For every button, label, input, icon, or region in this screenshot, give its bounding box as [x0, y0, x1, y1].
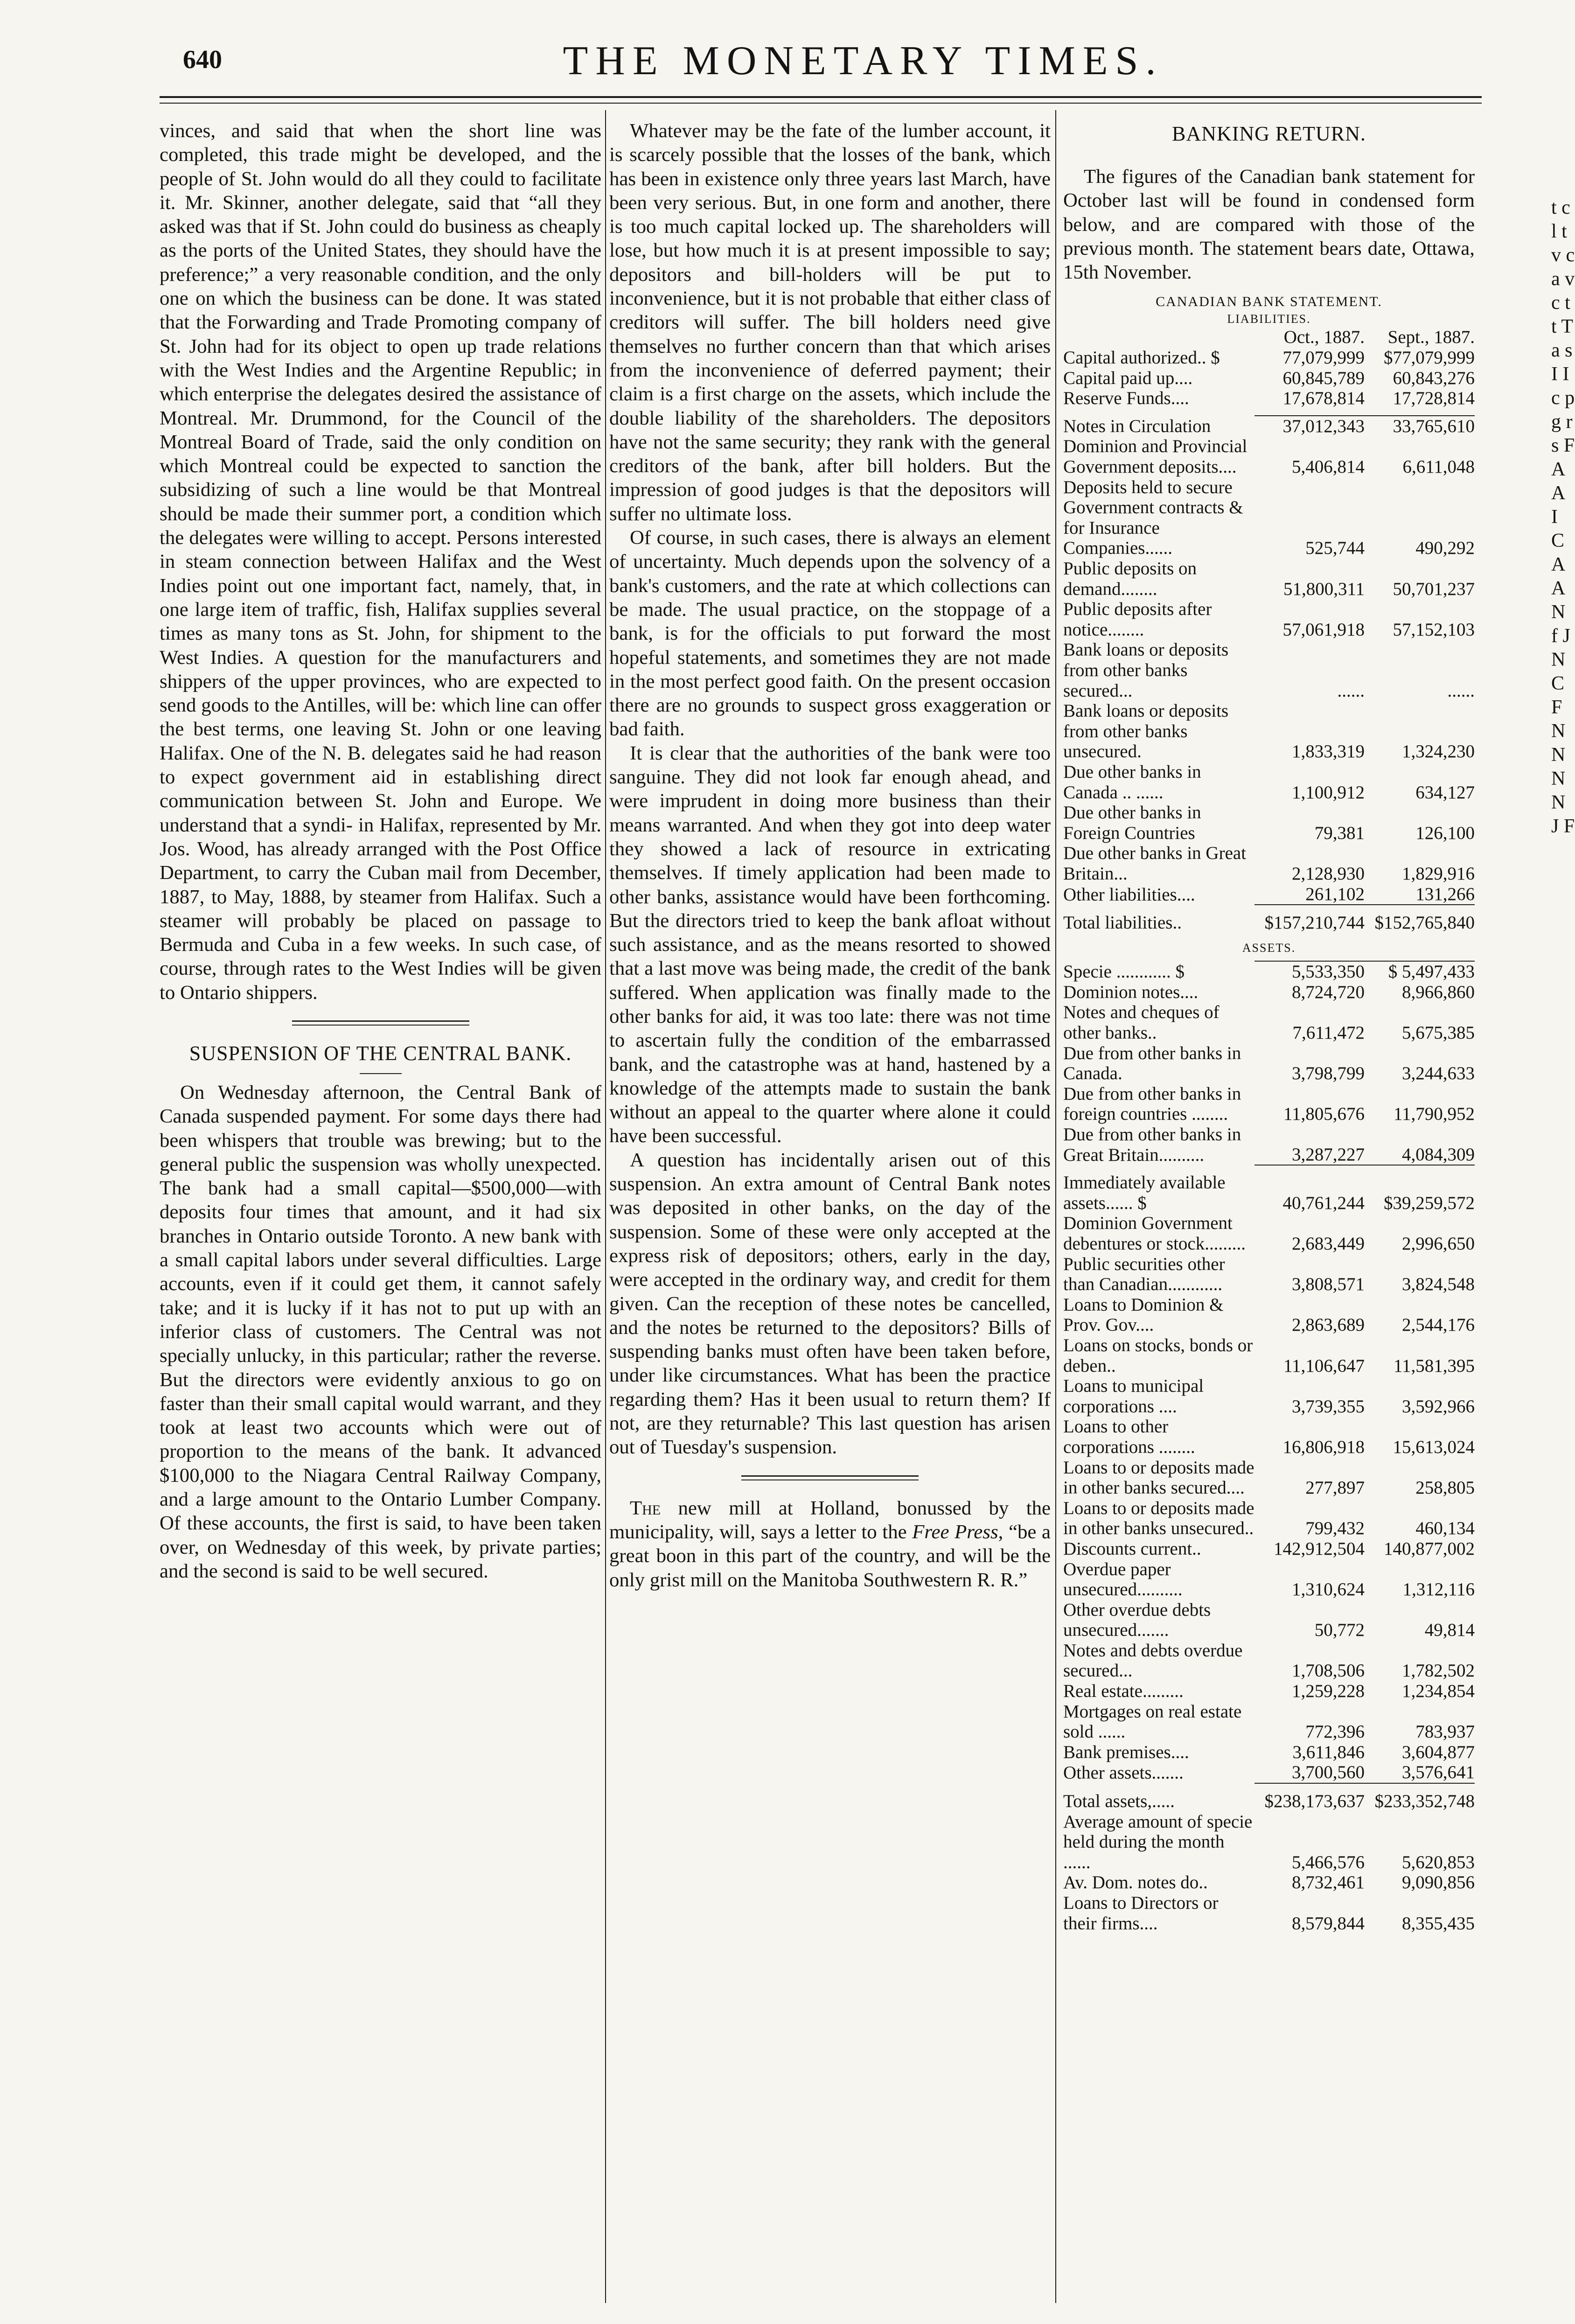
october-value: 2,683,449 [1292, 1234, 1365, 1254]
october-value: 1,833,319 [1292, 741, 1365, 762]
section-divider [741, 1475, 919, 1480]
october-value: 261,102 [1305, 884, 1365, 904]
october-value: 51,800,311 [1283, 579, 1365, 599]
october-value: 16,806,918 [1282, 1437, 1365, 1457]
statement-row [1063, 961, 1475, 982]
statement-row [1063, 1335, 1475, 1376]
statement-row [1063, 1376, 1475, 1417]
statement-row [1063, 1600, 1475, 1640]
october-value: 3,808,571 [1292, 1274, 1365, 1295]
september-value: $152,765,840 [1365, 905, 1475, 933]
statement-row [1063, 843, 1475, 884]
september-value: $233,352,748 [1365, 1783, 1475, 1812]
statement-row [1063, 640, 1475, 701]
masthead-title: THE MONETARY TIMES. [563, 38, 1164, 84]
statement-row [1063, 1681, 1475, 1702]
column-1 [160, 119, 601, 1583]
row-label: Overdue paper unsecured.......... [1063, 1559, 1183, 1600]
september-value: 634,127 [1415, 782, 1475, 803]
september-value: 1,234,854 [1402, 1681, 1475, 1702]
row-label: Average amount of specie held during the month ...... [1063, 1811, 1253, 1872]
row-label: Due from other banks in Canada. [1063, 1043, 1241, 1084]
september-value: 3,592,966 [1402, 1396, 1475, 1417]
september-value: 1,829,916 [1402, 863, 1475, 884]
september-value: $ 5,497,433 [1365, 961, 1475, 982]
september-value: 490,292 [1415, 538, 1475, 558]
statement-row [1063, 1124, 1475, 1165]
october-value: 3,798,799 [1292, 1063, 1365, 1084]
statement-row [1063, 1295, 1475, 1335]
october-value: 142,912,504 [1274, 1538, 1365, 1559]
statement-title: CANADIAN BANK STATEMENT. [1156, 294, 1382, 310]
statement-row [1063, 1213, 1475, 1254]
row-label: Loans to Directors or their firms.... [1063, 1893, 1219, 1933]
column-divider-2 [1055, 110, 1056, 2303]
october-value: 5,466,576 [1292, 1852, 1365, 1872]
row-label: Bank loans or deposits from other banks unsecured. [1063, 701, 1229, 762]
article-paragraph: Of course, in such cases, there is always an element of uncertainty. Much depends upon the solvency of a bank's customers, and the rate at which collections can be made. The usual practice, on the stoppage of a bank, is for the officials to put forward the most hopeful statements, and sometimes they are not made in the most perfect good faith. On the present occasion there are no grounds to suspect gross exaggeration or bad faith. [609, 527, 1051, 740]
row-label: Due from other banks in Great Britain.......... [1063, 1124, 1241, 1165]
september-value: 460,134 [1415, 1518, 1475, 1539]
row-label: Total liabilities.. [1063, 913, 1182, 933]
header-spacer [1063, 327, 1254, 348]
october-value: 37,012,343 [1254, 416, 1365, 437]
september-value: 11,581,395 [1393, 1355, 1475, 1376]
section-title-row [1063, 933, 1475, 962]
september-value: 3,604,877 [1402, 1742, 1475, 1762]
row-label: Due other banks in Canada .. ...... [1063, 761, 1201, 803]
column-header-october: Oct., 1887. [1283, 327, 1365, 348]
article-paragraph: The figures of the Canadian bank statement for October last will be found in condensed form below, and are compared with those of the previous month. The statement bears date, Ottawa, 15th November. [1063, 166, 1475, 284]
spacer-row [1063, 409, 1475, 416]
statement-row [1063, 1762, 1475, 1783]
october-value: 5,406,814 [1292, 457, 1365, 477]
statement-row [1063, 905, 1475, 933]
october-value: 40,761,244 [1254, 1165, 1365, 1213]
october-value: 525,744 [1305, 538, 1365, 558]
october-value: 5,533,350 [1254, 961, 1365, 982]
october-value: 1,708,506 [1292, 1661, 1365, 1681]
column-2 [609, 119, 1051, 1592]
statement-row [1063, 1812, 1475, 1873]
section-divider [292, 1020, 469, 1026]
article-paragraph: Whatever may be the fate of the lumber account, it is scarcely possible that the losses of the bank, which has been in existence only three years last March, have been very serious. But, in one form and another, there is too much capital locked up. The shareholders will lose, but how much it is at present impossible to say; depositors and bill-holders will be put to inconvenience, but it is not probable that either class of creditors will suffer. The bill holders need give themselves no further concern than that which arises from the inconvenience of deferred payment; their claim is a first charge on the assets, which include the double liability of the shareholders. The depositors have not the same security; they rank with the general creditors of the bank, after bill holders. But the impression of good judges is that the depositors will suffer no ultimate loss. [609, 120, 1051, 525]
october-value: 3,739,355 [1292, 1396, 1365, 1417]
statement-row [1063, 477, 1475, 558]
october-value: $157,210,744 [1254, 905, 1365, 933]
statement-row [1063, 1002, 1475, 1043]
statement-row [1063, 1742, 1475, 1763]
row-label: Dominion and Provincial Government deposits.... [1063, 436, 1247, 477]
row-label: Bank loans or deposits from other banks secured... [1063, 640, 1229, 701]
statement-row [1063, 1458, 1475, 1498]
september-value: 258,805 [1415, 1478, 1475, 1498]
row-label: Other liabilities.... [1063, 884, 1195, 905]
september-value: 3,244,633 [1402, 1063, 1475, 1084]
bank-statement-table [1063, 327, 1475, 1933]
october-value: 11,106,647 [1283, 1355, 1365, 1376]
statement-row [1063, 348, 1475, 368]
october-value: 2,863,689 [1292, 1315, 1365, 1335]
statement-row [1063, 416, 1475, 437]
september-value: 49,814 [1424, 1620, 1475, 1640]
september-value: 4,084,309 [1402, 1144, 1475, 1165]
liabilities-title: LIABILITIES. [1227, 312, 1311, 326]
september-value: 17,728,814 [1393, 388, 1475, 409]
september-value: 11,790,952 [1393, 1104, 1475, 1124]
article-paragraph: A question has incidentally arisen out of this suspension. An extra amount of Central Bank notes was deposited in other banks, on the day of the suspension. Some of these were only accepted at the express risk of depositors; others, early in the day, were accepted in the ordinary way, and credit for them given. Can the reception of these notes be cancelled, and the notes be returned to the depositors? Bills of suspending banks must often have been taken before, under like circumstances. What has been the practice regarding them? Has it been usual to return them? If not, are they returnable? This last question has arisen out of Tuesday's suspension. [609, 1149, 1051, 1459]
row-label: Public deposits on demand........ [1063, 558, 1197, 599]
row-label: Loans to other corporations ........ [1063, 1417, 1195, 1457]
september-value: 1,324,230 [1402, 741, 1475, 762]
article-heading: SUSPENSION OF THE CENTRAL BANK. [189, 1041, 572, 1065]
september-value: $39,259,572 [1365, 1165, 1475, 1213]
september-value: 126,100 [1415, 823, 1475, 843]
statement-row [1063, 1498, 1475, 1539]
statement-column-headers [1063, 327, 1475, 348]
october-value: 7,611,472 [1292, 1023, 1365, 1043]
statement-row [1063, 1640, 1475, 1681]
row-label: Dominion notes.... [1063, 982, 1199, 1002]
row-label: Notes and debts overdue secured... [1063, 1640, 1243, 1681]
september-value: ...... [1447, 680, 1475, 701]
statement-row [1063, 701, 1475, 762]
september-value: 3,824,548 [1402, 1274, 1475, 1295]
september-value: 2,544,176 [1402, 1315, 1475, 1335]
september-value: 1,782,502 [1402, 1661, 1475, 1681]
article-paragraph: It is clear that the authorities of the bank were too sanguine. They did not look far enough ahead, and were imprudent in doing more business than their means warranted. And when they got into deep water they showed a lack of resource in extricating themselves. If timely application had been made to other banks, assistance would have been forthcoming. But the directors tried to keep the bank afloat without such assistance, and as the means resorted to showed that a last move was being made, the credit of the bank suffered. When application was finally made to the other banks for aid, it was too late: there was not time to ascertain fully the condition of the embarrassed bank, and the catastrophe was at hand, hastened by a knowledge of the attempts made to sustain the bank without an appeal to the quarter where alone it could have been successful. [609, 742, 1051, 1147]
row-label: Deposits held to secure Government contracts & for Insurance Companies...... [1063, 477, 1243, 558]
row-label: Immediately available assets...... $ [1063, 1172, 1226, 1213]
lead-word: The [630, 1497, 661, 1519]
article-heading: BANKING RETURN. [1172, 122, 1366, 145]
column-divider-1 [605, 110, 606, 2303]
adjacent-page-edge: t c l t v c a v c t t T a s I I c p g r s F A A I C A A N f J N C F N N N N J F [1551, 197, 1575, 837]
october-value: 57,061,918 [1282, 619, 1365, 640]
row-label: Mortgages on real estate sold ...... [1063, 1701, 1242, 1742]
statement-row [1063, 884, 1475, 905]
october-value: 772,396 [1305, 1722, 1365, 1742]
october-value: 79,381 [1314, 823, 1365, 843]
october-value: $238,173,637 [1254, 1783, 1365, 1812]
row-label: Bank premises.... [1063, 1742, 1189, 1762]
statement-row [1063, 762, 1475, 803]
row-label: Due other banks in Great Britain... [1063, 843, 1247, 884]
row-label: Capital paid up.... [1063, 368, 1193, 388]
october-value: 799,432 [1305, 1518, 1365, 1539]
article-paragraph: vinces, and said that when the short line was completed, this trade might be developed, and the people of St. John would do all they could to facilitate it. Mr. Skinner, another delegate, said that “all they asked was that if St. John could do business as cheaply as the ports of the United States, they should have the preference;” a very reasonable condition, and the only one on which the business can be done. It was stated that the Forwarding and Trade Promoting company of St. John had for its object to open up trade relations with the West Indies and the Argentine Republic; in which enterprise the delegates desired the assistance of Montreal. Mr. Drummond, for the Council of the Montreal Board of Trade, said the only condition on which Montreal could be expected to sanction the subsidizing of such a line would be that Montreal should be made their summer port, a condition which the delegates were willing to accept. Persons interested in steam connection between Halifax and the West Indies point out one important fact, namely, that, in one large item of traffic, fish, Halifax supplies several times as many tons as St. John, for shipment to the West Indies. A question for the manufacturers and shippers of the upper provinces, who are expected to send goods to the Antilles, will be: which line can offer the best terms, one leaving St. John or one leaving Halifax. One of the N. B. delegates said he had reason to expect government aid in establishing direct communication between St. John and Europe. We understand that a syndi- in Halifax, represented by Mr. Jos. Wood, has already arranged with the Post Office Department, to carry the Cuban mail from December, 1887, to May, 1888, by steamer from Halifax. Such a steamer will probably be placed on passage to Bermuda and Cuba in a few weeks. In such case, of course, through rates to the West Indies will be given to Ontario shippers. [160, 120, 601, 1004]
row-label: Reserve Funds.... [1063, 388, 1189, 409]
september-value: 6,611,048 [1402, 457, 1475, 477]
october-value: 17,678,814 [1282, 388, 1365, 409]
october-value: 2,128,930 [1292, 863, 1365, 884]
statement-row [1063, 388, 1475, 409]
row-label: Loans to or deposits made in other banks secured.... [1063, 1457, 1254, 1498]
statement-row [1063, 1254, 1475, 1295]
row-label: Due from other banks in foreign countries ........ [1063, 1083, 1241, 1124]
row-label: Notes and cheques of other banks.. [1063, 1002, 1220, 1043]
row-label: Av. Dom. notes do.. [1063, 1872, 1208, 1893]
october-value: 277,897 [1305, 1478, 1365, 1498]
statement-row [1063, 1783, 1475, 1812]
row-label: Loans on stocks, bonds or deben.. [1063, 1335, 1253, 1376]
statement-row [1063, 1165, 1475, 1213]
statement-row [1063, 436, 1475, 477]
column-3 [1063, 119, 1475, 1933]
september-value: 140,877,002 [1384, 1538, 1475, 1559]
statement-row [1063, 1872, 1475, 1893]
september-value: 8,355,435 [1402, 1913, 1475, 1933]
news-item-paragraph [609, 1496, 1051, 1592]
text-run: new mill at Holland, bonussed by the municipality, will, says a letter to the [609, 1497, 1051, 1543]
statement-row [1063, 1702, 1475, 1742]
row-label: Public deposits after notice........ [1063, 599, 1212, 640]
september-value: 15,613,024 [1393, 1437, 1475, 1457]
row-label: Loans to municipal corporations .... [1063, 1376, 1204, 1417]
row-label: Loans to Dominion & Prov. Gov.... [1063, 1294, 1224, 1335]
september-value: 131,266 [1415, 884, 1475, 904]
row-label: Discounts current.. [1063, 1538, 1201, 1559]
header-rule-top [160, 96, 1482, 98]
row-label: Real estate......... [1063, 1681, 1184, 1702]
september-value: $77,079,999 [1384, 348, 1475, 368]
september-value: 8,966,860 [1402, 982, 1475, 1002]
september-value: 33,765,610 [1365, 416, 1475, 437]
september-value: 783,937 [1415, 1722, 1475, 1742]
row-label: Specie ............ $ [1063, 962, 1185, 982]
october-value: 1,259,228 [1292, 1681, 1365, 1702]
row-label: Other assets....... [1063, 1763, 1184, 1783]
october-value: 8,579,844 [1292, 1913, 1365, 1933]
october-value: 8,732,461 [1292, 1872, 1365, 1893]
row-label: Loans to or deposits made in other banks unsecured.. [1063, 1498, 1254, 1539]
october-value: 3,611,846 [1292, 1742, 1365, 1762]
assets-title: ASSETS. [1242, 941, 1296, 955]
article-paragraph: On Wednesday afternoon, the Central Bank of Canada suspended payment. For some days there had been whispers that trouble was brewing; but to the general public the suspension was wholly unexpected. The bank had a small capital—$500,000—with deposits four times that amount, and it had six branches in Ontario outside Toronto. A new bank with a small capital labors under several difficulties. Large accounts, even if it could get them, it cannot safely take; and it is lucky if it has not to put up with an inferior class of customers. The Central was not specially unlucky, in this particular; rather the reverse. But the directors were evidently anxious to go on faster than their small capital would warrant, and they took at least two accounts which were out of proportion to the means of the bank. It advanced $100,000 to the Niagara Central Railway Company, and a large amount to the Ontario Lumber Company. Of these accounts, the first is said, to have been taken over, on Wednesday of this week, by private parties; and the second is said to be well secured. [160, 1081, 601, 1582]
september-value: 1,312,116 [1402, 1579, 1475, 1600]
newspaper-title: Free Press [912, 1521, 998, 1543]
column-header-september: Sept., 1887. [1387, 327, 1475, 348]
row-label: Total assets,..... [1063, 1791, 1175, 1812]
september-value: 5,620,853 [1402, 1852, 1475, 1872]
statement-row [1063, 599, 1475, 640]
september-value: 9,090,856 [1402, 1872, 1475, 1893]
heading-underline [360, 1073, 402, 1074]
statement-row [1063, 1893, 1475, 1933]
statement-row [1063, 982, 1475, 1003]
statement-row [1063, 1084, 1475, 1124]
row-label: Capital authorized.. $ [1063, 348, 1220, 368]
statement-row [1063, 558, 1475, 599]
statement-row [1063, 1539, 1475, 1559]
october-value: 77,079,999 [1282, 348, 1365, 368]
october-value: ...... [1337, 680, 1365, 701]
statement-row [1063, 803, 1475, 843]
september-value: 3,576,641 [1402, 1762, 1475, 1783]
statement-row [1063, 1417, 1475, 1457]
statement-row [1063, 1043, 1475, 1084]
october-value: 1,100,912 [1292, 782, 1365, 803]
october-value: 3,700,560 [1292, 1762, 1365, 1783]
september-value: 5,675,385 [1402, 1023, 1475, 1043]
row-label: Public securities other than Canadian............ [1063, 1254, 1225, 1295]
september-value: 60,843,276 [1393, 368, 1475, 388]
row-label: Dominion Government debentures or stock......... [1063, 1213, 1246, 1254]
september-value: 2,996,650 [1402, 1234, 1475, 1254]
row-label: Notes in Circulation [1063, 416, 1211, 436]
row-label: Due other banks in Foreign Countries [1063, 803, 1201, 843]
october-value: 11,805,676 [1283, 1104, 1365, 1124]
october-value: 3,287,227 [1292, 1144, 1365, 1165]
october-value: 1,310,624 [1292, 1579, 1365, 1600]
october-value: 50,772 [1314, 1620, 1365, 1640]
text-run: , “be a great boon in this part of the country, and will be the only grist mill on the Manitoba Southwestern R. R.” [609, 1521, 1051, 1591]
statement-row [1063, 1559, 1475, 1600]
september-value: 57,152,103 [1393, 619, 1475, 640]
statement-row [1063, 368, 1475, 389]
header-rule-bottom [160, 103, 1482, 104]
page-number: 640 [183, 45, 222, 74]
october-value: 8,724,720 [1292, 982, 1365, 1002]
row-label: Other overdue debts unsecured....... [1063, 1599, 1211, 1640]
september-value: 50,701,237 [1393, 579, 1475, 599]
october-value: 60,845,789 [1282, 368, 1365, 388]
